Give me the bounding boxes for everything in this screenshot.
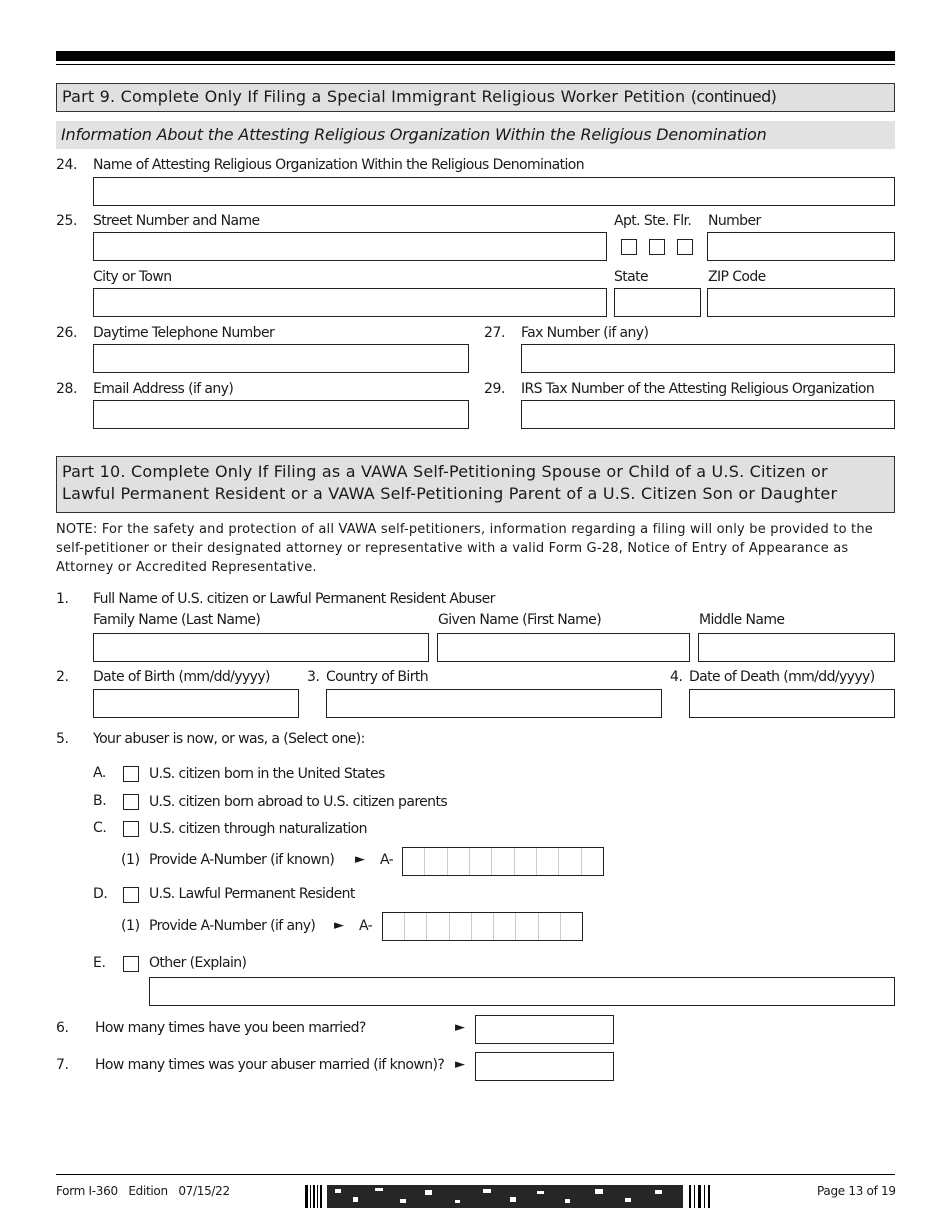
c1-label: Provide A-Number (if known) [149,852,335,868]
part9-header-title: Part 9. Complete Only If Filing a Special Immigrant Religious Worker Petition [62,87,686,106]
q27-number: 27. [484,325,506,341]
q28-number: 28. [56,381,78,397]
street-label: Street Number and Name [93,213,260,229]
dod-label: Date of Death (mm/dd/yyyy) [689,669,875,685]
p10-q4-number: 4. [670,669,683,685]
family-name-label: Family Name (Last Name) [93,612,261,628]
q28-label: Email Address (if any) [93,381,234,397]
part9-header-continued: (continued) [690,87,777,106]
q25-number: 25. [56,213,78,229]
middle-name-input[interactable] [698,633,895,662]
q24-number: 24. [56,157,78,173]
daytime-phone-input[interactable] [93,344,469,373]
p10-q7-number: 7. [56,1057,69,1073]
country-of-birth-label: Country of Birth [326,669,429,685]
option-b-letter: B. [93,793,107,809]
p10-q2-number: 2. [56,669,69,685]
p10-q1-number: 1. [56,591,69,607]
p10-q6-number: 6. [56,1020,69,1036]
q27-label: Fax Number (if any) [521,325,649,341]
barcode-icon [305,1185,715,1208]
option-e-letter: E. [93,955,106,971]
p10-q7-label: How many times was your abuser married (if known)? [95,1057,445,1073]
part10-header-line1: Part 10. Complete Only If Filing as a VAWA Self-Petitioning Spouse or Child of a U.S. Citizen or [62,462,828,481]
c1-number: (1) [121,852,140,868]
dod-input[interactable] [689,689,895,718]
middle-name-label: Middle Name [699,612,785,628]
country-of-birth-input[interactable] [326,689,662,718]
fax-input[interactable] [521,344,895,373]
c1-prefix: A- [380,852,394,868]
p10-q5-label: Your abuser is now, or was, a (Select one): [93,731,365,747]
vawa-note: NOTE: For the safety and protection of all VAWA self-petitioners, information regarding a filing will only be provided to the self-petitioner or their designated attorney or representative with a valid Form G-28, Notice of Entry of Appearance as Attorney or Accredited Representative. [56,522,873,575]
city-input[interactable] [93,288,607,317]
part10-header-line2: Lawful Permanent Resident or a VAWA Self-Petitioning Parent of a U.S. Citizen Son or Daughter [62,484,838,503]
ste-checkbox[interactable] [649,239,665,255]
p10-q6-label: How many times have you been married? [95,1020,366,1036]
given-name-input[interactable] [437,633,690,662]
unit-number-label: Number [708,213,761,229]
part10-header [56,456,895,513]
org-name-input[interactable] [93,177,895,206]
other-explain-input[interactable] [149,977,895,1006]
q6-arrow-icon: ► [455,1020,465,1035]
d1-number: (1) [121,918,140,934]
zip-label: ZIP Code [708,269,766,285]
option-e-checkbox[interactable] [123,956,139,972]
p10-q1-label: Full Name of U.S. citizen or Lawful Permanent Resident Abuser [93,591,495,607]
option-c-checkbox[interactable] [123,821,139,837]
flr-checkbox[interactable] [677,239,693,255]
city-label: City or Town [93,269,172,285]
p10-q5-number: 5. [56,731,69,747]
footer-rule [56,1174,895,1175]
dob-input[interactable] [93,689,299,718]
option-a-checkbox[interactable] [123,766,139,782]
top-rule-thick [56,51,895,61]
q26-label: Daytime Telephone Number [93,325,275,341]
p10-q3-number: 3. [307,669,320,685]
q29-label: IRS Tax Number of the Attesting Religious Organization [521,381,875,397]
option-a-letter: A. [93,765,106,781]
times-married-input[interactable] [475,1015,614,1044]
street-input[interactable] [93,232,607,261]
footer-form-edition: Form I-360 Edition 07/15/22 [56,1184,230,1198]
part9-header [56,83,895,112]
option-b-label: U.S. citizen born abroad to U.S. citizen parents [149,794,448,810]
dob-label: Date of Birth (mm/dd/yyyy) [93,669,270,685]
q24-label: Name of Attesting Religious Organization Within the Religious Denomination [93,157,585,173]
footer-page-number: Page 13 of 19 [817,1184,896,1198]
option-a-label: U.S. citizen born in the United States [149,766,385,782]
option-c-label: U.S. citizen through naturalization [149,821,367,837]
option-c-letter: C. [93,820,107,836]
given-name-label: Given Name (First Name) [438,612,602,628]
q26-number: 26. [56,325,78,341]
email-input[interactable] [93,400,469,429]
option-d-letter: D. [93,886,108,902]
d1-prefix: A- [359,918,373,934]
state-label: State [614,269,649,285]
state-select[interactable] [614,288,701,317]
c1-a-number-input[interactable] [402,847,604,876]
apt-ste-flr-label: Apt. Ste. Flr. [614,213,692,229]
part9-subheader: Information About the Attesting Religious Organization Within the Religious Denomination [56,121,895,149]
q7-arrow-icon: ► [455,1057,465,1072]
option-d-checkbox[interactable] [123,887,139,903]
d1-label: Provide A-Number (if any) [149,918,316,934]
apt-checkbox[interactable] [621,239,637,255]
option-d-label: U.S. Lawful Permanent Resident [149,886,355,902]
option-e-label: Other (Explain) [149,955,247,971]
zip-input[interactable] [707,288,895,317]
irs-tax-number-input[interactable] [521,400,895,429]
top-rule-thin [56,64,895,65]
q29-number: 29. [484,381,506,397]
d1-a-number-input[interactable] [382,912,583,941]
abuser-times-married-input[interactable] [475,1052,614,1081]
unit-number-input[interactable] [707,232,895,261]
c1-arrow-icon: ► [355,852,365,867]
d1-arrow-icon: ► [334,918,344,933]
option-b-checkbox[interactable] [123,794,139,810]
family-name-input[interactable] [93,633,429,662]
